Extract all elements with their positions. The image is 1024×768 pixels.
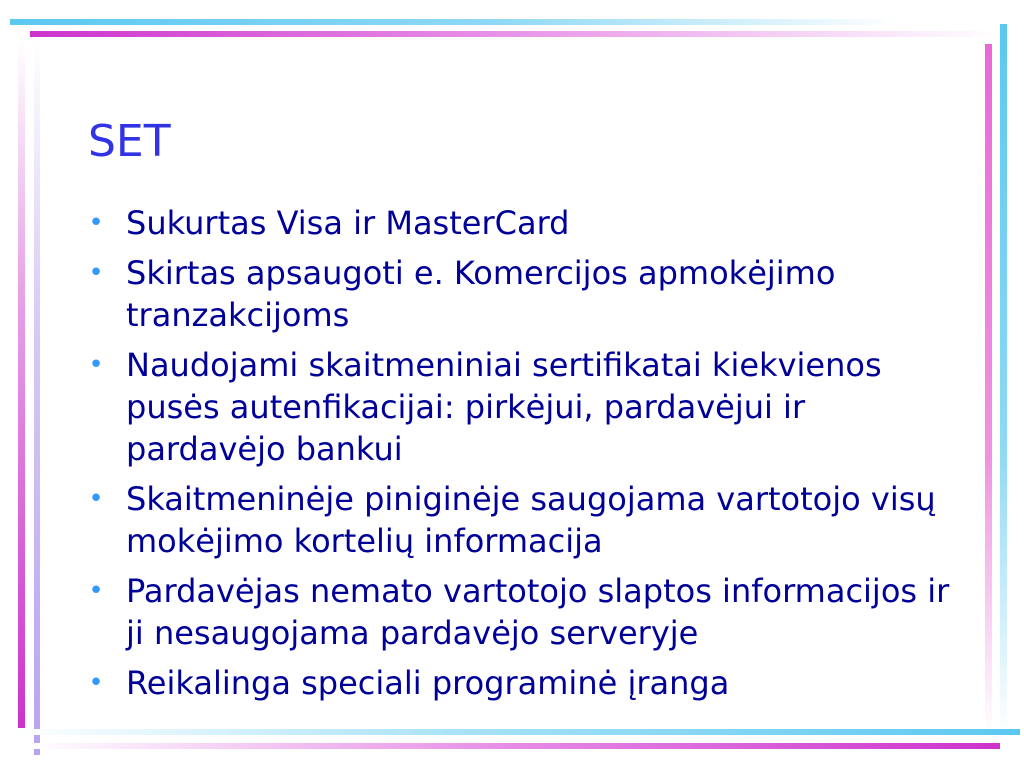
- slide-title: SET: [88, 116, 171, 167]
- right-magenta-stripe: [985, 44, 992, 734]
- bottom-cyan-stripe: [10, 729, 1020, 735]
- bullet-list: [86, 202, 956, 712]
- top-magenta-stripe: [30, 31, 1000, 37]
- bottom-magenta-stripe: [30, 743, 1000, 749]
- bullet-icon: •: [88, 208, 104, 238]
- bullet-icon: •: [88, 576, 104, 606]
- bullet-icon: •: [88, 258, 104, 288]
- bullet-item: [86, 344, 956, 470]
- bullet-icon: •: [88, 350, 104, 380]
- bullet-item: [86, 252, 956, 336]
- bullet-text: Skirtas apsaugoti e. Komercijos apmokėjimo tranzakcijoms: [126, 254, 836, 334]
- bullet-item: [86, 570, 956, 654]
- bullet-text: Reikalinga speciali programinė įranga: [126, 664, 730, 702]
- bullet-text: Pardavėjas nemato vartotojo slaptos informacijos ir ji nesaugojama pardavėjo serveryje: [126, 572, 950, 652]
- bullet-item: [86, 662, 956, 704]
- bullet-text: Naudojami skaitmeniniai sertifikatai kiekvienos pusės autenfikacijai: pirkėjui, pardavėjui ir pardavėjo bankui: [126, 346, 882, 468]
- bullet-item: [86, 202, 956, 244]
- bullet-icon: •: [88, 668, 104, 698]
- left-lavender-stripe: [34, 40, 40, 755]
- top-cyan-stripe: [10, 19, 900, 25]
- bullet-text: Sukurtas Visa ir MasterCard: [126, 204, 570, 242]
- left-magenta-stripe: [18, 40, 25, 728]
- bullet-icon: •: [88, 484, 104, 514]
- right-cyan-stripe: [1000, 24, 1007, 734]
- bullet-text: Skaitmeninėje piniginėje saugojama vartotojo visų mokėjimo kortelių informacija: [126, 480, 936, 560]
- bullet-item: [86, 478, 956, 562]
